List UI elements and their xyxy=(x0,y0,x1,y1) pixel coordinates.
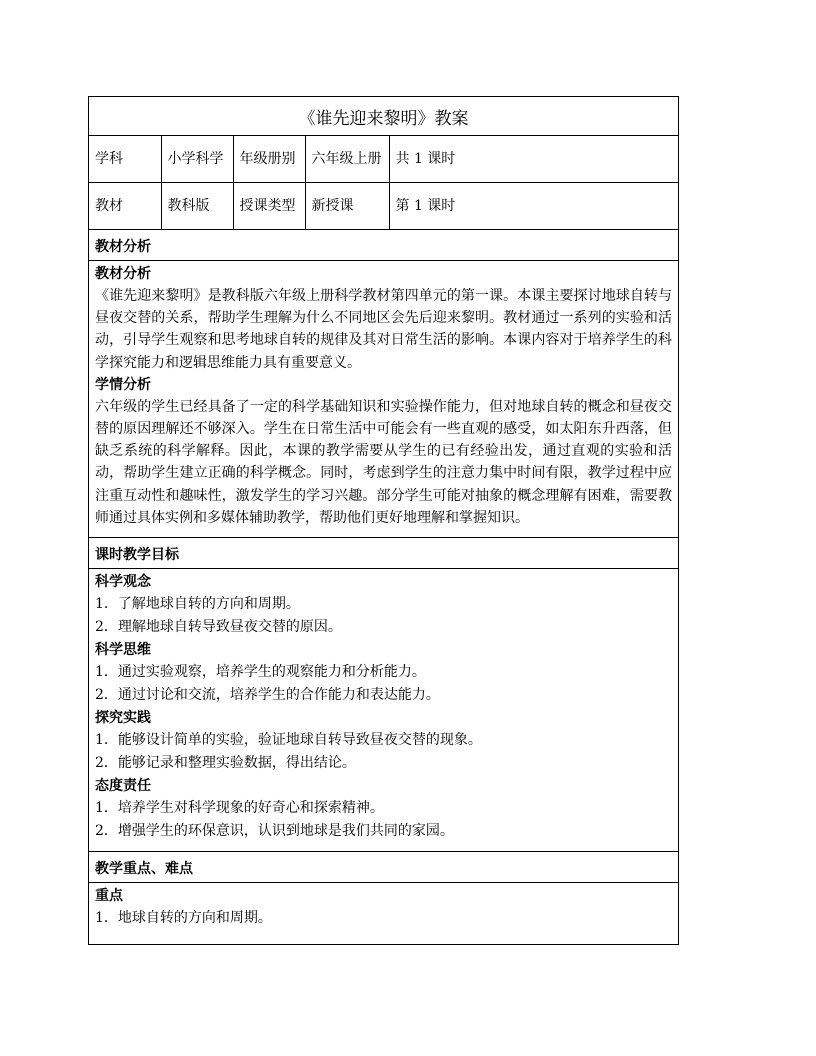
list-item: 2．增强学生的环保意识，认识到地球是我们共同的家园。 xyxy=(95,823,454,840)
page-title: 《谁先迎来黎明》教案 xyxy=(89,97,678,136)
subheading: 态度责任 xyxy=(95,778,151,795)
key-points-section xyxy=(89,852,678,932)
section-heading: 教学重点、难点 xyxy=(89,852,678,883)
list-item: 2．通过讨论和交流，培养学生的合作能力和表达能力。 xyxy=(95,687,440,704)
info-cell: 第 1 课时 xyxy=(389,183,678,230)
subheading: 教材分析 xyxy=(95,266,151,282)
info-cell: 学科 xyxy=(89,136,161,183)
section-heading: 课时教学目标 xyxy=(89,538,678,569)
info-cell: 教科版 xyxy=(161,183,233,230)
info-cell: 小学科学 xyxy=(161,136,233,183)
subheading: 学情分析 xyxy=(95,376,151,393)
list-item: 1．通过实验观察，培养学生的观察能力和分析能力。 xyxy=(95,664,426,681)
info-cell: 教材 xyxy=(89,183,161,230)
list-item: 1．培养学生对科学现象的好奇心和探索精神。 xyxy=(95,800,384,817)
textbook-analysis-text: 《谁先迎来黎明》是教科版六年级上册科学教材第四单元的第一课。本课主要探讨地球自转与昼夜交替的关系，帮助学生理解为什么不同地区会先后迎来黎明。教材通过一系列的实验和活动，引导学生观察和思考地球自转的规律及其对日常生活的影响。本课内容对于培养学生的科学探究能力和逻辑思维能力具有重要意义。 xyxy=(95,288,672,371)
subheading: 科学思维 xyxy=(95,642,151,659)
info-cell: 六年级上册 xyxy=(305,136,389,183)
lesson-plan-document xyxy=(88,96,679,945)
list-item: 2．理解地球自转导致昼夜交替的原因。 xyxy=(95,619,342,636)
info-row-textbook xyxy=(89,183,678,230)
list-item: 1．能够设计简单的实验，验证地球自转导致昼夜交替的现象。 xyxy=(95,732,482,749)
info-row-subject xyxy=(89,136,678,183)
list-item: 2．能够记录和整理实验数据，得出结论。 xyxy=(95,755,356,772)
info-table xyxy=(89,136,678,230)
info-cell: 共 1 课时 xyxy=(389,136,678,183)
student-analysis-text: 六年级的学生已经具备了一定的科学基础知识和实验操作能力，但对地球自转的概念和昼夜交替的原因理解还不够深入。学生在日常生活中可能会有一些直观的感受，如太阳东升西落，但缺乏系统的科学解释。因此，本课的教学需要从学生的已有经验出发，通过直观的实验和活动，帮助学生建立正确的科学概念。同时，考虑到学生的注意力集中时间有限，教学过程中应注重互动性和趣味性，激发学生的学习兴趣。部分学生可能对抽象的概念理解有困难，需要教师通过具体实例和多媒体辅助教学，帮助他们更好地理解和掌握知识。 xyxy=(95,398,672,526)
section-heading: 教材分析 xyxy=(89,230,678,261)
info-cell: 授课类型 xyxy=(233,183,305,230)
subheading: 科学观念 xyxy=(95,574,151,591)
list-item: 1．了解地球自转的方向和周期。 xyxy=(95,596,300,613)
subheading: 探究实践 xyxy=(95,710,151,727)
objectives-section xyxy=(89,538,678,852)
subheading: 重点 xyxy=(95,888,123,905)
list-item: 1．地球自转的方向和周期。 xyxy=(95,910,272,927)
info-cell: 年级册别 xyxy=(233,136,305,183)
info-cell: 新授课 xyxy=(305,183,389,230)
analysis-section xyxy=(89,230,678,538)
